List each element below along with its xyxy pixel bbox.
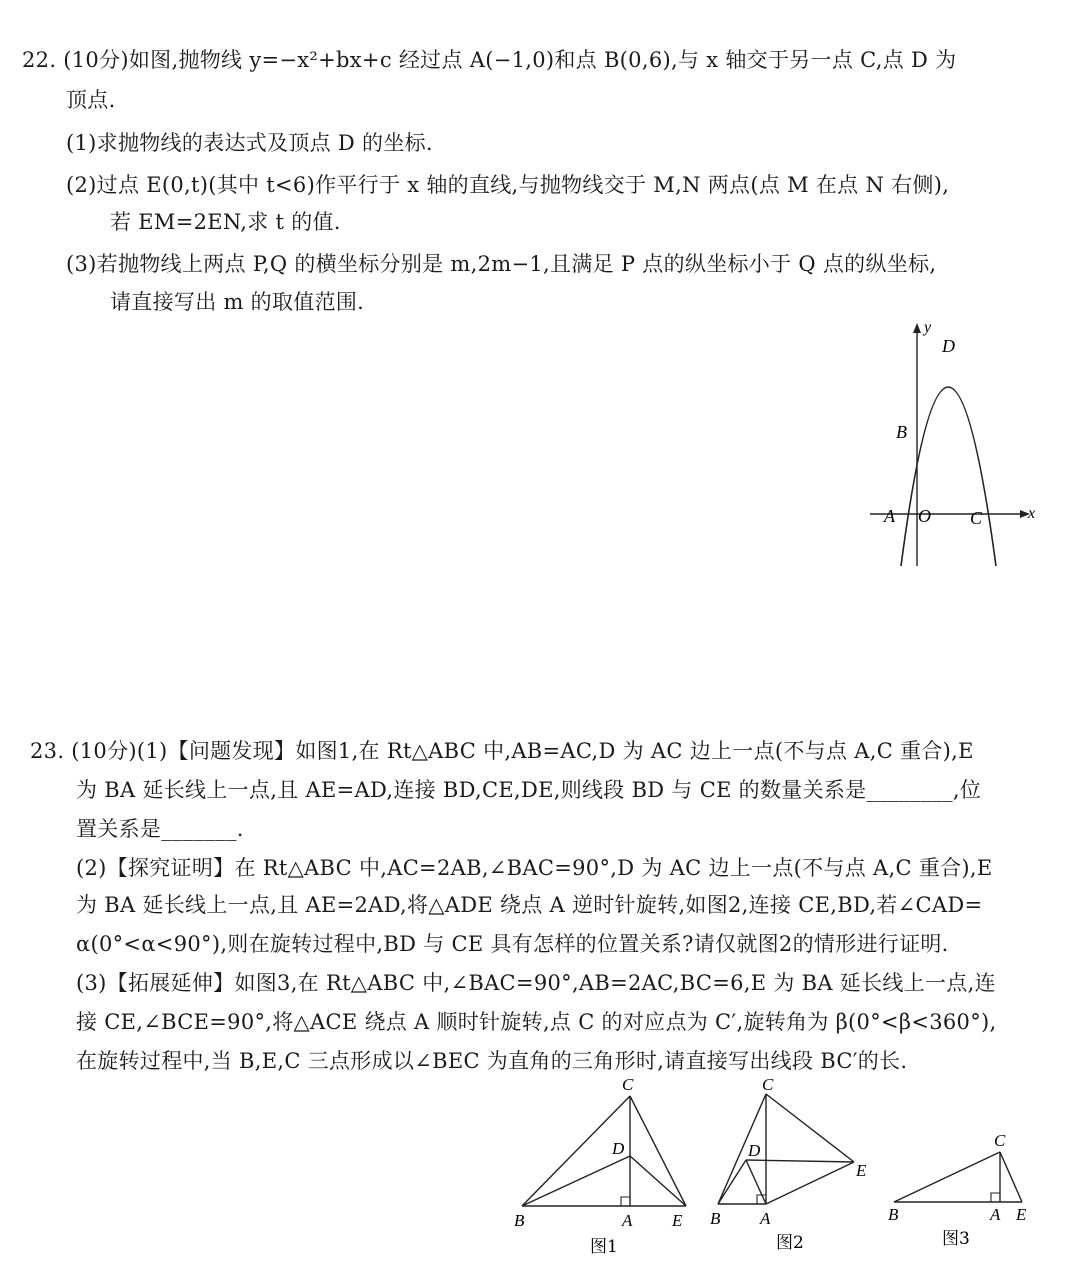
- fig1-right-angle: [621, 1197, 630, 1206]
- fig1-line-BD: [522, 1156, 630, 1206]
- q23-line-9: 在旋转过程中,当 B,E,C 三点形成以∠BEC 为直角的三角形时,请直接写出线段 BC′的长.: [76, 1049, 908, 1073]
- q23-line-7: (3)【拓展延伸】如图3,在 Rt△ABC 中,∠BAC=90°,AB=2AC,BC=6,E 为 BA 延长线上一点,连: [76, 971, 996, 995]
- fig1-label-C: C: [622, 1076, 634, 1094]
- q22-part-3a: (3)若抛物线上两点 P,Q 的横坐标分别是 m,2m−1,且满足 P 点的纵坐标小于 Q 点的纵坐标,: [66, 252, 937, 276]
- q22-line-1: 22. (10分)如图,抛物线 y=−x²+bx+c 经过点 A(−1,0)和点 B(0,6),与 x 轴交于另一点 C,点 D 为: [22, 48, 957, 72]
- label-B: B: [896, 422, 907, 442]
- q23-line-6: α(0°<α<90°),则在旋转过程中,BD 与 CE 具有怎样的位置关系?请仅就图2的情形进行证明.: [76, 932, 949, 956]
- fig1-line-CE: [630, 1096, 686, 1206]
- fig2-line-BD: [718, 1160, 746, 1204]
- q23-line-8: 接 CE,∠BCE=90°,将△ACE 绕点 A 顺时针旋转,点 C 的对应点为 C′,旋转角为 β(0°<β<360°),: [76, 1010, 997, 1034]
- label-y: y: [924, 319, 932, 336]
- fig3-right-angle: [991, 1193, 1000, 1202]
- q23-line-2: 为 BA 延长线上一点,且 AE=AD,连接 BD,CE,DE,则线段 BD 与 CE 的数量关系是________,位: [76, 778, 982, 802]
- q23-line-4: (2)【探究证明】在 Rt△ABC 中,AC=2AB,∠BAC=90°,D 为 AC 边上一点(不与点 A,C 重合),E: [76, 856, 993, 880]
- y-axis-arrow: [913, 323, 921, 333]
- fig1-caption: 图1: [590, 1237, 618, 1257]
- fig2-line-DE: [746, 1160, 854, 1162]
- q22-part-2a: (2)过点 E(0,t)(其中 t<6)作平行于 x 轴的直线,与抛物线交于 M,N 两点(点 M 在点 N 右侧),: [66, 173, 950, 197]
- fig2-line-AE: [766, 1162, 854, 1204]
- parabola-graph: [860, 318, 1040, 573]
- label-C: C: [970, 508, 983, 528]
- figure-1: [508, 1076, 703, 1261]
- fig2-line-DA: [746, 1160, 766, 1204]
- q22-part-1: (1)求抛物线的表达式及顶点 D 的坐标.: [66, 131, 433, 155]
- fig2-label-E: E: [856, 1161, 867, 1180]
- fig1-label-B: B: [514, 1211, 525, 1230]
- label-x: x: [1028, 505, 1036, 522]
- fig2-label-D: D: [748, 1141, 761, 1160]
- figure-3: [884, 1126, 1034, 1256]
- fig3-line-BC: [894, 1152, 1000, 1202]
- fig2-label-A: A: [760, 1209, 771, 1228]
- fig2-line-CE: [766, 1094, 854, 1162]
- label-O: O: [918, 506, 931, 526]
- fig2-label-B: B: [710, 1209, 721, 1228]
- fig1-label-E: E: [672, 1211, 683, 1230]
- fig3-label-B: B: [888, 1205, 899, 1224]
- figure-2: [704, 1076, 884, 1261]
- label-D: D: [942, 336, 955, 356]
- parabola-curve: [901, 387, 996, 566]
- q23-line-5: 为 BA 延长线上一点,且 AE=2AD,将△ADE 绕点 A 逆时针旋转,如图2,连接 CE,BD,若∠CAD=: [76, 893, 983, 917]
- q23-line-1: 23. (10分)(1)【问题发现】如图1,在 Rt△ABC 中,AB=AC,D 为 AC 边上一点(不与点 A,C 重合),E: [30, 739, 974, 763]
- fig3-caption: 图3: [942, 1229, 970, 1249]
- label-A: A: [884, 506, 895, 526]
- q22-part-2b: 若 EM=2EN,求 t 的值.: [110, 210, 341, 234]
- fig3-label-C: C: [994, 1131, 1006, 1150]
- q23-line-3: 置关系是_______.: [76, 817, 244, 841]
- q22-part-3b: 请直接写出 m 的取值范围.: [110, 290, 365, 314]
- fig1-line-DE: [630, 1156, 686, 1206]
- fig2-label-C: C: [762, 1076, 774, 1094]
- fig1-label-D: D: [612, 1139, 625, 1158]
- fig3-label-E: E: [1016, 1205, 1027, 1224]
- fig2-caption: 图2: [776, 1233, 804, 1253]
- q22-line-2: 顶点.: [66, 88, 116, 112]
- fig3-line-CE: [1000, 1152, 1022, 1202]
- fig3-label-A: A: [990, 1205, 1001, 1224]
- fig1-label-A: A: [622, 1211, 633, 1230]
